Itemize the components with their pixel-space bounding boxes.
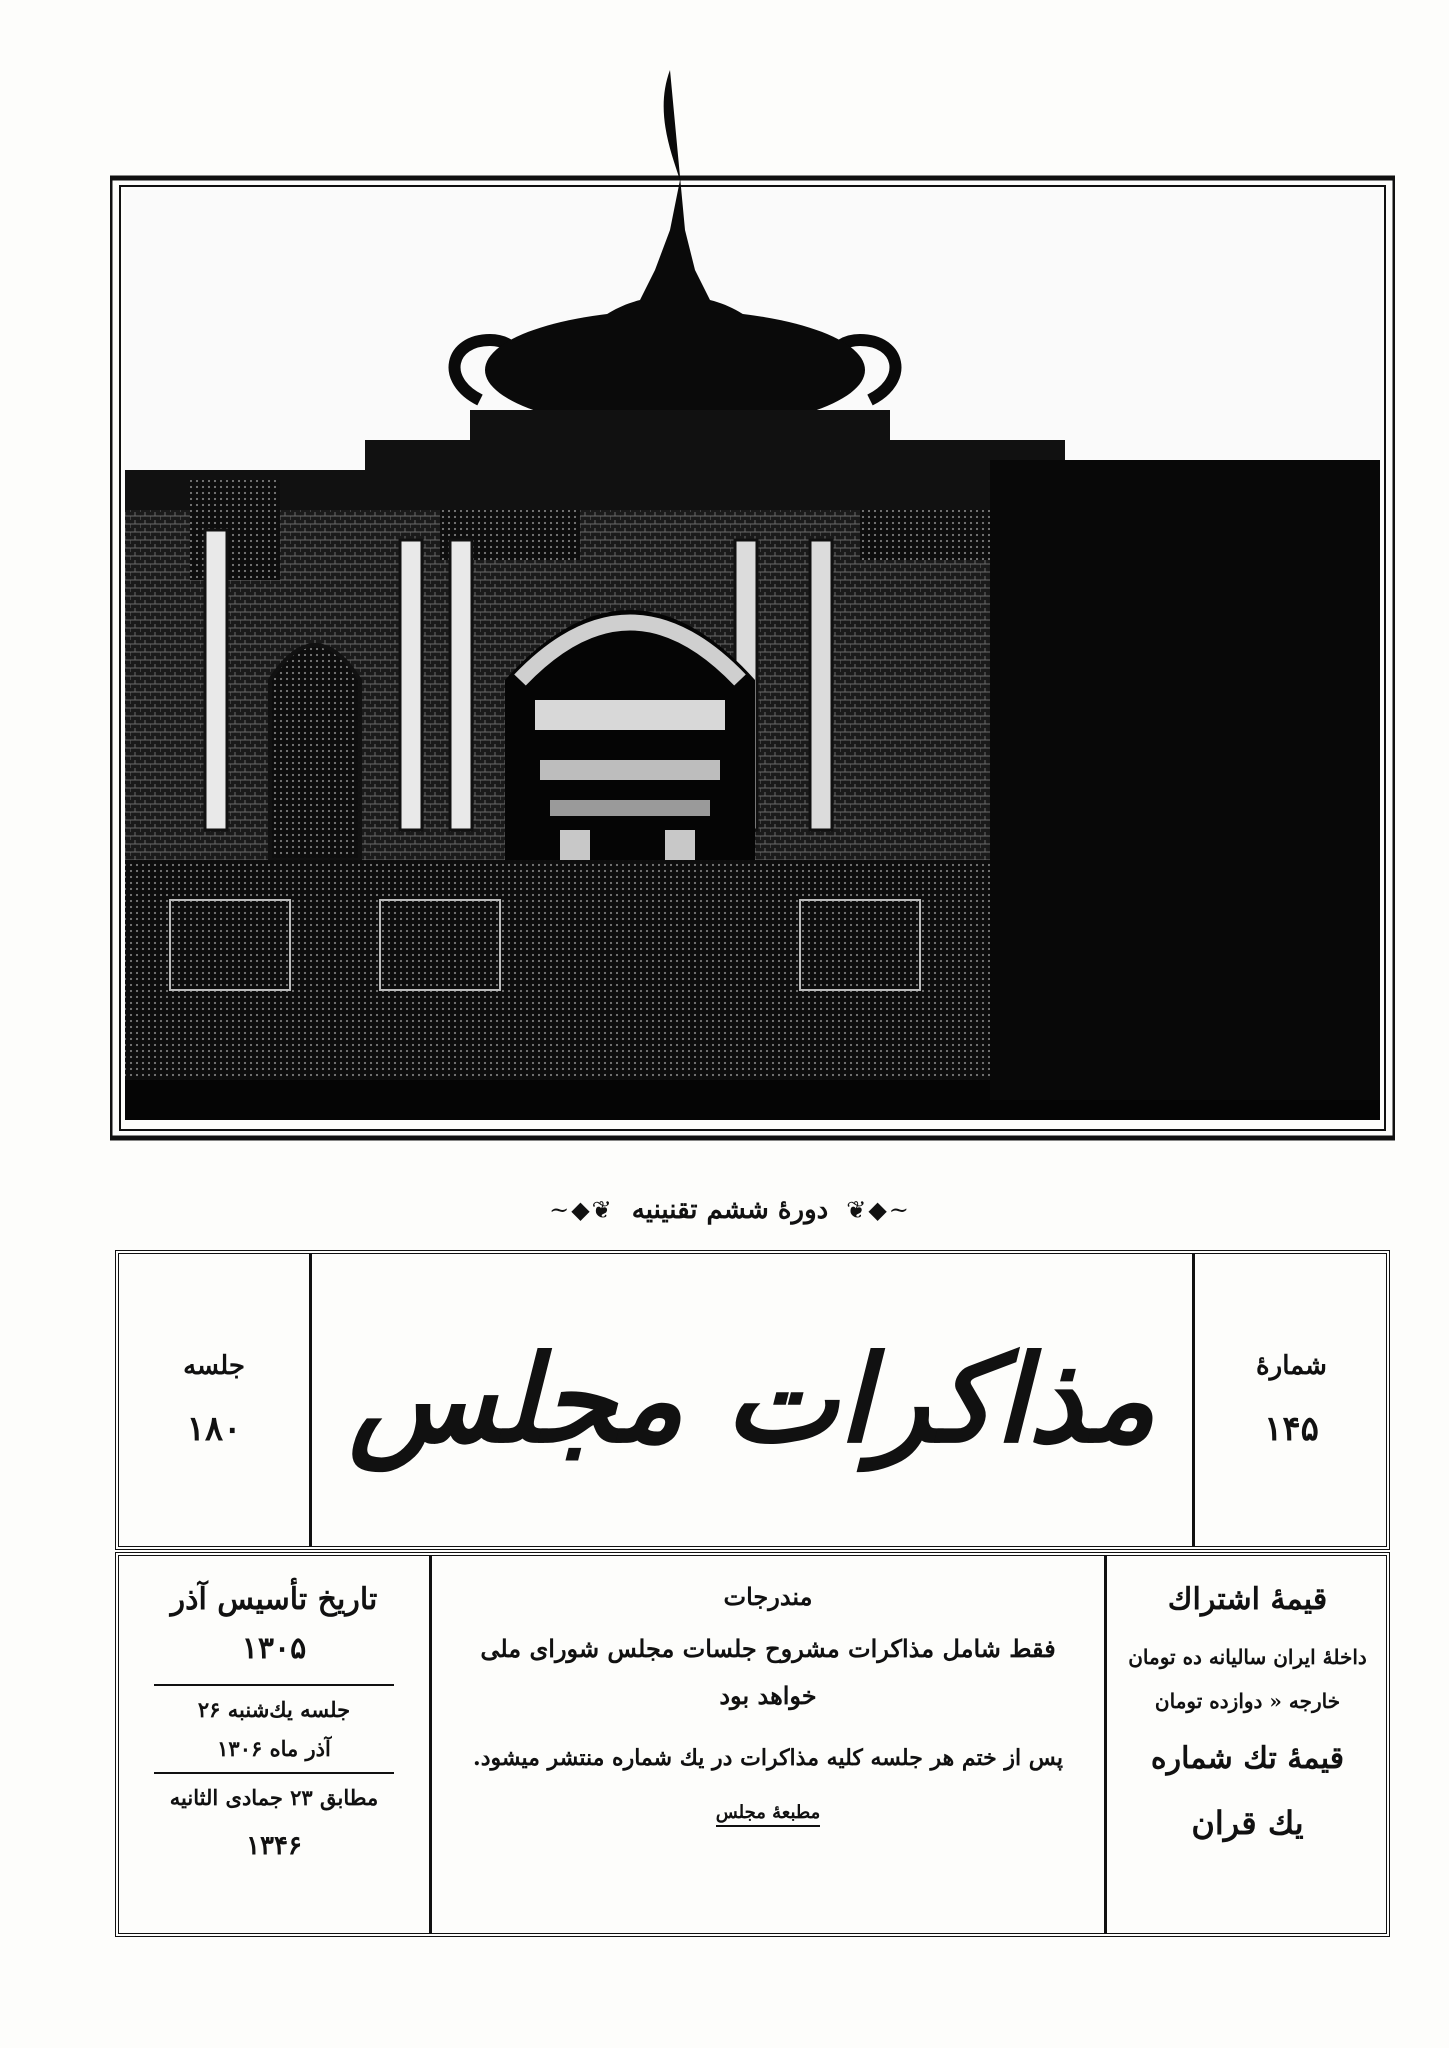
- subscription-heading: قیمهٔ اشتراك: [1167, 1582, 1328, 1617]
- single-issue-label: قیمهٔ تك شماره: [1150, 1741, 1345, 1776]
- session-day: جلسه یك‌شنبه ۲۶: [197, 1697, 351, 1722]
- contents-line-3: پس از ختم هر جلسه کلیه مذاکرات در یك شماره منتشر میشود.: [473, 1745, 1063, 1771]
- issue-label: شمارهٔ: [1256, 1351, 1327, 1381]
- issue-box: [1195, 1254, 1388, 1546]
- session-number: ۱۸۰: [186, 1409, 242, 1449]
- session-month: آذر ماه ۱۳۰۶: [217, 1736, 331, 1761]
- price-box: [1107, 1556, 1388, 1933]
- date-box: [119, 1556, 429, 1933]
- flourish-left-icon: ❦◆~: [549, 1196, 614, 1224]
- left-arch: [270, 645, 360, 860]
- flourish-right-icon: ~◆❦: [846, 1196, 911, 1224]
- legislative-term: دورهٔ ششم تقنینیه: [631, 1195, 829, 1225]
- lunar-date: مطابق ۲۳ جمادی الثانیه: [169, 1785, 379, 1810]
- price-domestic: داخلهٔ ایران سالیانه ده تومان: [1128, 1645, 1367, 1669]
- printer-name: مطبعهٔ مجلس: [716, 1802, 821, 1827]
- founding-year: ۱۳۰۵: [241, 1631, 307, 1666]
- contents-heading: مندرجات: [723, 1582, 813, 1611]
- title-box: [312, 1254, 1192, 1546]
- parliament-gate-illustration: [110, 40, 1395, 1175]
- term-ornament: [520, 1190, 940, 1230]
- founding-label: تاریخ تأسیس آذر: [170, 1582, 378, 1617]
- lunar-year: ۱۳۴۶: [246, 1831, 302, 1861]
- contents-line-1: فقط شامل مذاکرات مشروح جلسات مجلس شورای ملی: [480, 1634, 1056, 1663]
- masthead: [115, 1250, 1390, 1550]
- info-panel: [115, 1552, 1390, 1937]
- session-label: جلسه: [183, 1351, 245, 1381]
- single-issue-price: یك قران: [1191, 1804, 1304, 1842]
- contents-box: [432, 1556, 1104, 1933]
- issue-number: ۱۴۵: [1264, 1409, 1319, 1449]
- publication-title: مذاکرات مجلس: [348, 1329, 1156, 1470]
- contents-line-2: خواهد بود: [719, 1681, 817, 1710]
- session-box: [119, 1254, 309, 1546]
- price-abroad: خارجه « دوازده تومان: [1154, 1689, 1341, 1713]
